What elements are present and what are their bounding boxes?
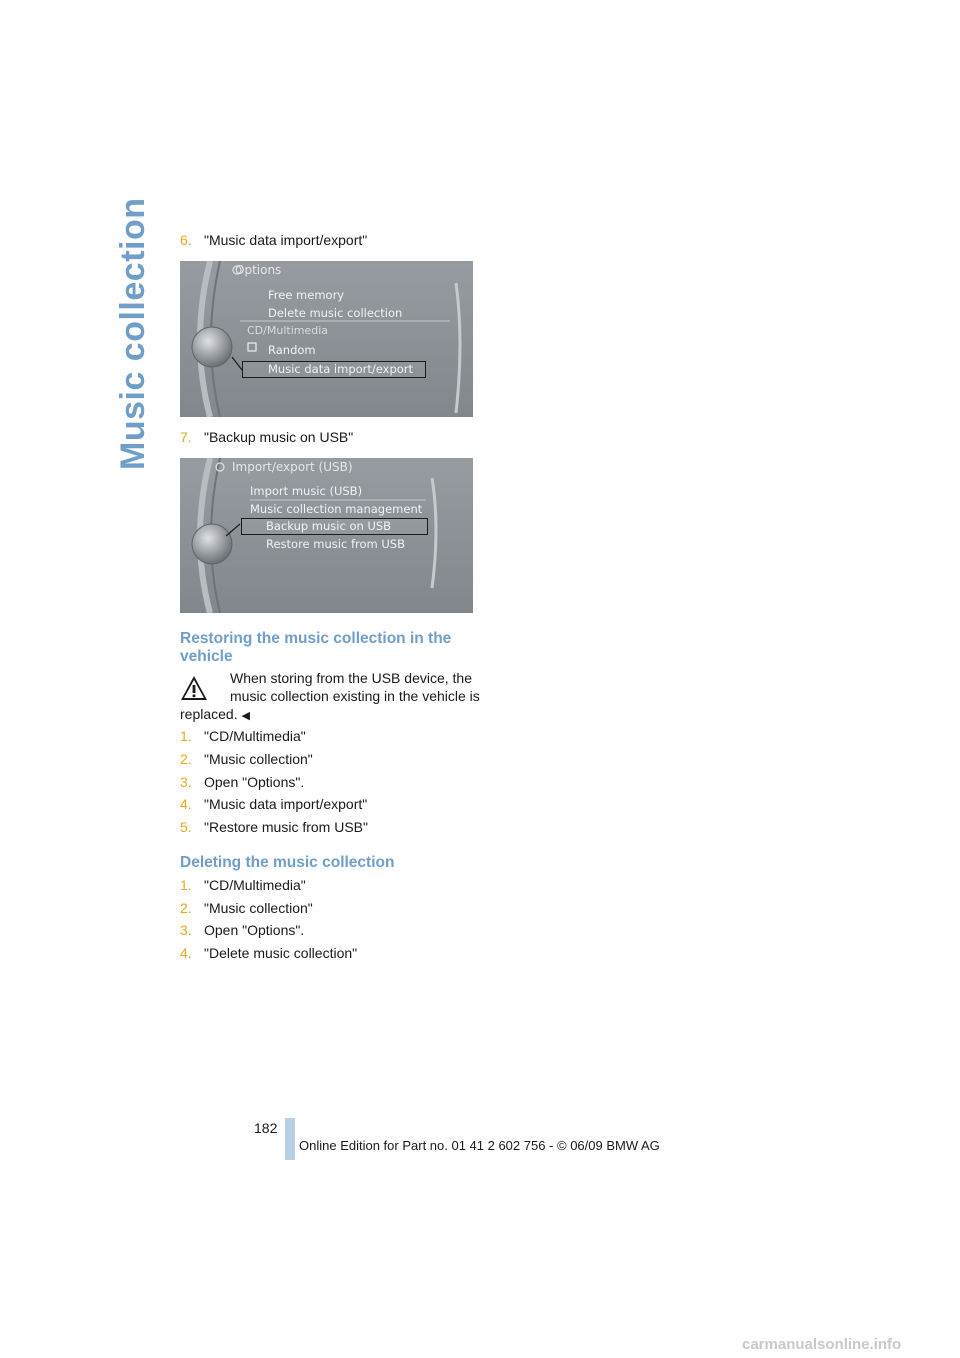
warning-text-end: replaced. [180, 706, 238, 722]
restore-step-2 [180, 750, 313, 768]
step-number: 4. [180, 796, 192, 812]
screen-header: Options [235, 263, 282, 277]
delete-step-1 [180, 876, 306, 894]
step-text: Open "Options". [204, 774, 305, 790]
step-text: Open "Options". [204, 922, 305, 938]
heading-line-1: Restoring the music collection in the [180, 630, 452, 647]
restore-step-1 [180, 727, 306, 745]
menu-item-restore-usb: Restore music from USB [266, 537, 405, 551]
step-number: 4. [180, 945, 192, 961]
section-heading-delete: Deleting the music collection [180, 854, 395, 871]
page-number: 182 [254, 1120, 278, 1136]
menu-section-cd-multimedia: CD/Multimedia [247, 324, 329, 337]
step-number: 7. [180, 429, 192, 445]
restore-step-5 [180, 818, 368, 836]
screenshot-import-export-menu [180, 458, 473, 613]
end-marker: ◀ [241, 710, 250, 722]
menu-item-collection-management: Music collection management [250, 502, 423, 516]
step-number: 5. [180, 819, 192, 835]
step-number: 3. [180, 774, 192, 790]
chapter-side-title [112, 197, 152, 470]
step-text: "Backup music on USB" [204, 429, 354, 445]
step-7 [180, 428, 353, 446]
restore-step-3 [180, 773, 304, 791]
menu-item-backup-usb: Backup music on USB [266, 519, 392, 533]
step-text: "Music collection" [204, 751, 313, 767]
delete-step-2 [180, 899, 313, 917]
menu-item-import-music: Import music (USB) [250, 484, 363, 498]
footer-edition-text: Online Edition for Part no. 01 41 2 602 756 - © 06/09 BMW AG [299, 1138, 660, 1153]
step-text: "CD/Multimedia" [204, 728, 306, 744]
step-6 [180, 231, 367, 249]
heading-line-2: vehicle [180, 648, 233, 665]
step-number: 2. [180, 751, 192, 767]
warning-text-line-2: music collection existing in the vehicle is [230, 688, 480, 704]
step-number: 2. [180, 900, 192, 916]
warning-text-line-1: When storing from the USB device, the [230, 670, 472, 686]
menu-item-random: Random [268, 343, 316, 357]
delete-step-4 [180, 944, 357, 962]
step-text: "Music data import/export" [204, 232, 368, 248]
step-number: 6. [180, 232, 192, 248]
restore-step-4 [180, 795, 367, 813]
controller-graphic [180, 261, 473, 417]
warning-icon [180, 675, 208, 701]
step-text: "Delete music collection" [204, 945, 358, 961]
watermark-text: carmanualsonline.info [742, 1336, 902, 1353]
step-text: "Music collection" [204, 900, 313, 916]
step-number: 1. [180, 877, 192, 893]
step-text: "Music data import/export" [204, 796, 368, 812]
section-heading-restore [180, 630, 451, 666]
chapter-title-text: Music collection [114, 197, 152, 470]
footer-accent-bar [285, 1118, 295, 1160]
delete-step-3 [180, 921, 304, 939]
warning-text-line-3 [180, 705, 480, 725]
screenshot-options-menu [180, 261, 473, 417]
menu-item-music-import-export: Music data import/export [268, 362, 414, 376]
step-text: "Restore music from USB" [204, 819, 368, 835]
controller-graphic [180, 458, 473, 613]
screen-header: Import/export (USB) [232, 460, 353, 474]
menu-item-delete-collection: Delete music collection [268, 306, 403, 320]
step-number: 1. [180, 728, 192, 744]
step-text: "CD/Multimedia" [204, 877, 306, 893]
menu-item-free-memory: Free memory [268, 288, 345, 302]
step-number: 3. [180, 922, 192, 938]
